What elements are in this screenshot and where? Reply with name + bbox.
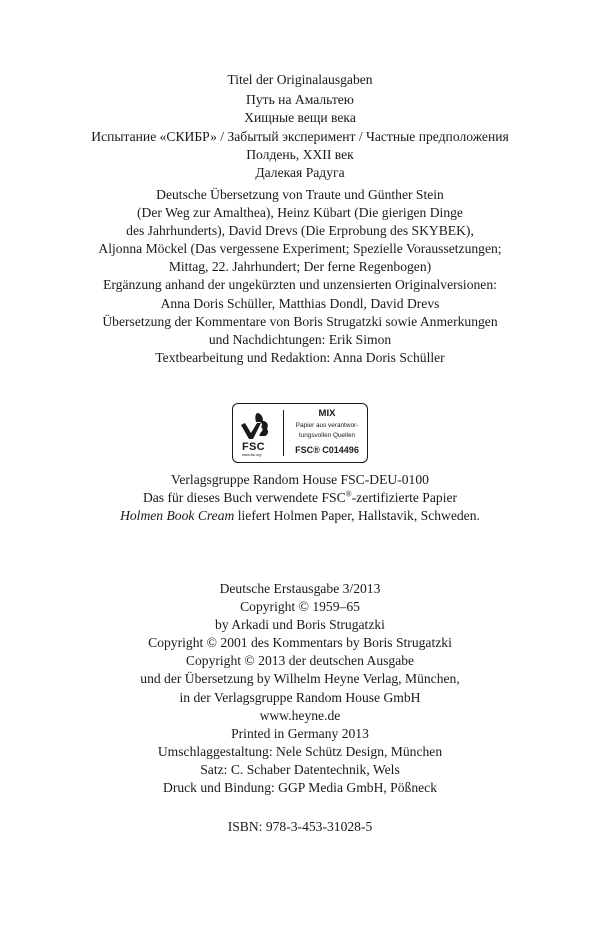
fsc-license-code: FSC® C014496 <box>295 444 359 455</box>
publication-line: Satz: C. Schaber Datentechnik, Wels <box>200 761 400 777</box>
publication-info-section <box>0 580 600 797</box>
original-title: Испытание «СКИБР» / Забытый эксперимент / Частные предположения <box>91 128 509 144</box>
fsc-description: Papier aus verantwor- <box>295 422 359 429</box>
paper-info-text: -zertifizierte Papier <box>351 490 458 505</box>
publication-line: www.heyne.de <box>259 707 341 723</box>
translation-credits-section <box>0 186 600 367</box>
credit-line: Aljonna Möckel (Das vergessene Experiment; Spezielle Voraussetzungen; <box>98 241 502 257</box>
paper-info-text: Das für dieses Buch verwendete FSC <box>142 490 346 505</box>
credit-line: (Der Weg zur Amalthea), Heinz Kübart (Die gierigen Dinge <box>137 205 463 221</box>
fsc-certification-logo <box>232 403 368 463</box>
fsc-description: tungsvollen Quellen <box>298 432 356 440</box>
publication-line: und der Übersetzung by Wilhelm Heyne Verlag, München, <box>140 671 460 687</box>
paper-brand: Holmen Book Cream <box>120 508 235 523</box>
publication-line: in der Verlagsgruppe Random House GmbH <box>179 689 421 705</box>
isbn-section <box>0 818 600 836</box>
credit-line: Textbearbeitung und Redaktion: Anna Doris Schüller <box>155 349 445 365</box>
paper-info-section <box>0 471 600 525</box>
original-titles-heading: Titel der Originalausgaben <box>227 72 373 87</box>
original-titles-section <box>0 71 600 182</box>
fsc-mix-label: MIX <box>318 408 336 419</box>
credit-line: Anna Doris Schüller, Matthias Dondl, David Drevs <box>160 295 440 311</box>
paper-info-text: liefert Holmen Paper, Hallstavik, Schweden. <box>234 508 480 523</box>
publication-line: Printed in Germany 2013 <box>231 725 369 741</box>
paper-info-line: Verlagsgruppe Random House FSC-DEU-0100 <box>171 472 429 487</box>
publication-line: Copyright © 1959–65 <box>240 599 360 615</box>
original-title: Далекая Радуга <box>255 165 345 181</box>
credit-line: und Nachdichtungen: Erik Simon <box>208 331 392 347</box>
fsc-text-block <box>289 408 365 455</box>
fsc-url: www.fsc.org <box>242 453 262 457</box>
credit-line: Mittag, 22. Jahrhundert; Der ferne Regenbogen) <box>168 259 432 275</box>
credit-line: Ergänzung anhand der ungekürzten und unzensierten Originalversionen: <box>103 277 497 293</box>
credit-line: Übersetzung der Kommentare von Boris Strugatzki sowie Anmerkungen <box>102 313 498 329</box>
fsc-label: FSC <box>242 441 265 453</box>
original-title: Полдень, XXII век <box>246 146 354 162</box>
isbn: ISBN: 978-3-453-31028-5 <box>227 819 373 834</box>
credit-line: Deutsche Übersetzung von Traute und Günther Stein <box>156 187 444 202</box>
fsc-divider <box>283 410 284 456</box>
publication-line: Druck und Bindung: GGP Media GmbH, Pößneck <box>163 780 437 796</box>
publication-line: Deutsche Erstausgabe 3/2013 <box>219 581 381 596</box>
original-title: Хищные вещи века <box>244 110 356 126</box>
publication-line: Umschlaggestaltung: Nele Schütz Design, München <box>157 743 443 759</box>
original-title: Путь на Амальтею <box>246 92 354 108</box>
publication-line: Copyright © 2001 des Kommentars by Boris Strugatzki <box>148 635 452 651</box>
credit-line: des Jahrhunderts), David Drevs (Die Erprobung des SKYBEK), <box>126 223 474 239</box>
publication-line: Copyright © 2013 der deutschen Ausgabe <box>185 653 415 669</box>
paper-info-line <box>0 507 600 525</box>
paper-info-line <box>0 489 600 507</box>
registered-mark: ® <box>345 489 352 499</box>
publication-line: by Arkadi und Boris Strugatzki <box>215 617 385 633</box>
